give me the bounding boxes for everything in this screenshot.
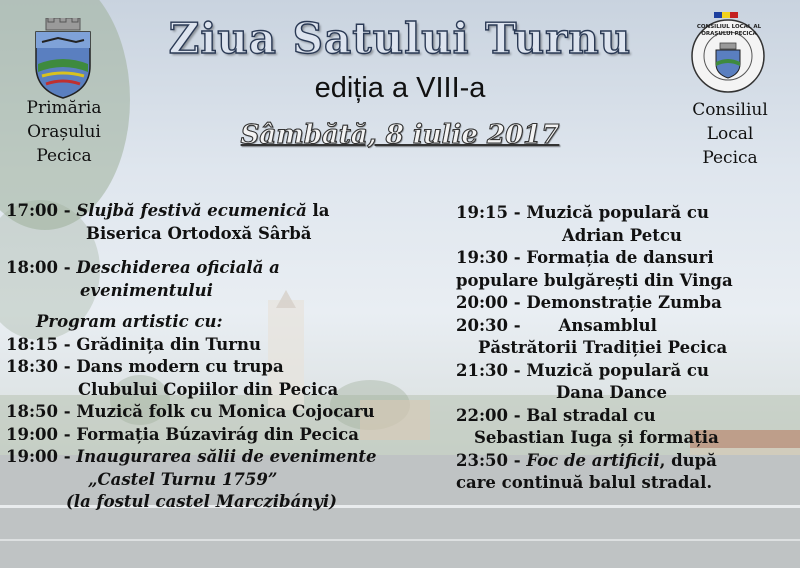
right-org-line: Local <box>706 124 754 144</box>
item-title: Ansamblul <box>558 315 657 335</box>
edition-subtitle: ediția a VIII-a <box>314 72 486 104</box>
council-seal-icon <box>686 10 770 94</box>
program-item-continuation: evenimentului <box>80 280 213 300</box>
seal-text-line: CONSILIUL LOCAL AL <box>696 24 762 30</box>
item-time: 23:50 - <box>456 450 527 470</box>
program-item: 19:30 - Formația de dansuri <box>456 248 714 267</box>
left-org-line: Primăria <box>26 98 102 118</box>
program-right-column <box>456 202 796 495</box>
program-item-continuation: populare bulgărești din Vinga <box>456 270 733 290</box>
item-title: Deschiderea oficială a <box>76 258 280 277</box>
item-text: , după <box>659 450 717 470</box>
council-seal-text <box>694 24 764 38</box>
program-item-continuation: „Castel Turnu 1759” <box>88 469 278 489</box>
program-item: 20:00 - Demonstrație Zumba <box>456 293 722 312</box>
left-organization-name <box>14 96 114 168</box>
artistic-program-heading: Program artistic cu: <box>36 312 223 331</box>
item-time: 19:00 - <box>6 447 77 466</box>
item-title: Slujbă festivă ecumenică <box>76 201 307 220</box>
program-item-continuation: Dana Dance <box>556 383 667 402</box>
seal-text-line: ORAȘULUI PECICA <box>701 31 757 37</box>
program-item <box>6 446 446 469</box>
left-org-line: Orașului <box>27 122 101 142</box>
program-item: 18:50 - Muzică folk cu Monica Cojocaru <box>6 402 375 421</box>
program-item: 19:15 - Muzică populară cu <box>456 203 709 222</box>
poster-title: Ziua Satului Turnu <box>168 14 632 63</box>
event-date: Sâmbătă, 8 iulie 2017 <box>240 120 560 150</box>
program-item-continuation: Clubului Copiilor din Pecica <box>78 379 339 399</box>
item-time: 17:00 - <box>6 201 77 220</box>
right-org-line: Consiliul <box>692 100 768 120</box>
program-item: 22:00 - Bal stradal cu <box>456 405 656 425</box>
item-title: Foc de artificii <box>526 450 660 470</box>
program-item <box>6 200 446 223</box>
program-item: 18:30 - Dans modern cu trupa <box>6 357 284 376</box>
program-item: 19:00 - Formația Búzavirág din Pecica <box>6 424 359 444</box>
program-item-continuation: (la fostul castel Marczibányi) <box>66 492 337 511</box>
program-item: 18:15 - Grădinița din Turnu <box>6 334 261 354</box>
right-org-line: Pecica <box>702 148 758 168</box>
item-title: Inaugurarea sălii de evenimente <box>76 447 377 466</box>
program-item <box>6 257 446 280</box>
item-time: 18:00 - <box>6 258 77 277</box>
item-time: 20:30 - <box>456 315 521 335</box>
program-item-continuation: Păstrătorii Tradiției Pecica <box>478 338 728 357</box>
item-text: la <box>306 201 330 220</box>
program-item-continuation: Adrian Petcu <box>562 225 682 245</box>
program-item: 21:30 - Muzică populară cu <box>456 360 709 380</box>
program-left-column <box>6 200 446 514</box>
program-item-continuation: Sebastian Iuga și formația <box>474 428 719 447</box>
program-item <box>456 315 796 338</box>
left-org-line: Pecica <box>36 146 92 166</box>
program-item <box>456 450 796 473</box>
program-item-continuation: Biserica Ortodoxă Sârbă <box>86 223 312 243</box>
coat-of-arms-icon <box>32 18 94 100</box>
program-item-continuation: care continuă balul stradal. <box>456 473 713 492</box>
right-organization-name <box>680 98 780 170</box>
